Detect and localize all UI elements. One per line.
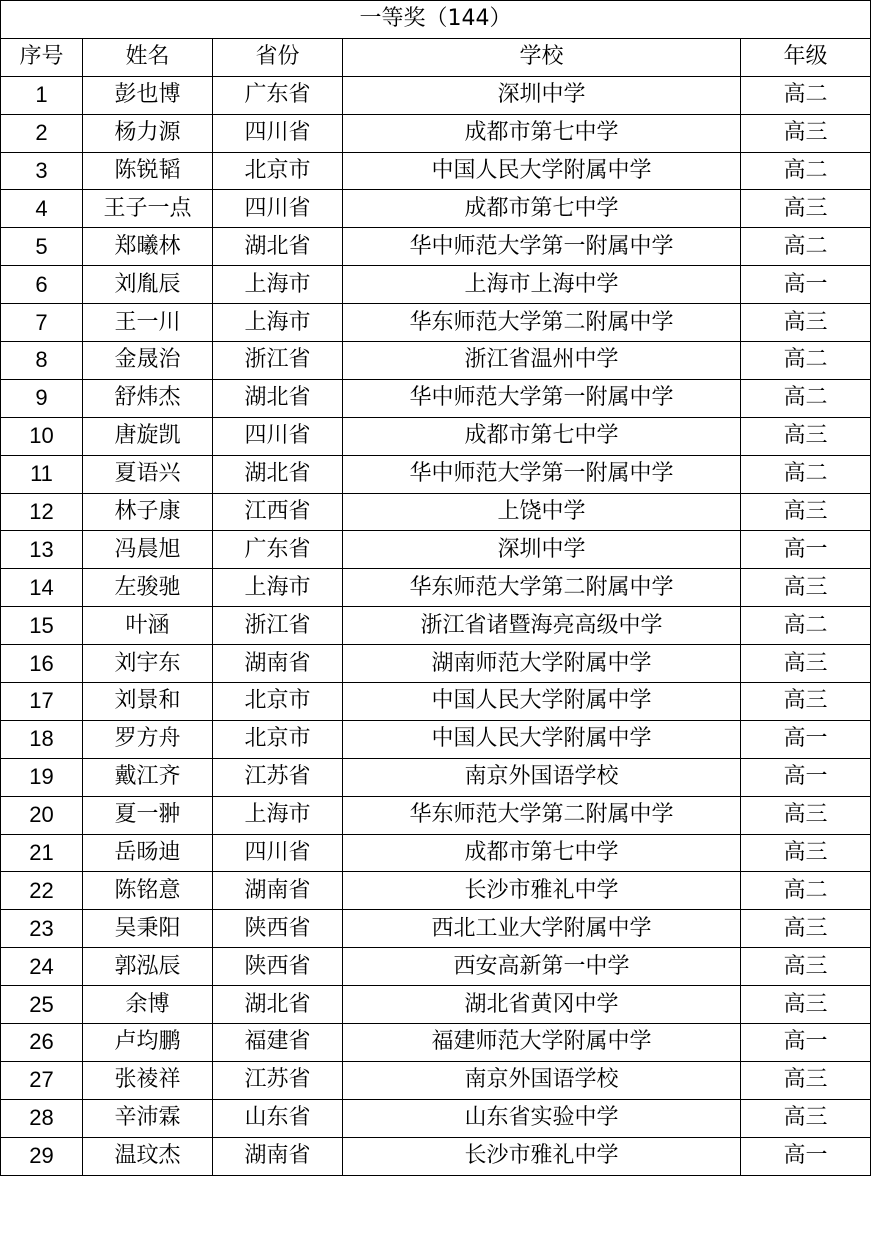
table-row <box>1 304 871 342</box>
cell-grade: 高三 <box>741 417 871 455</box>
table-row <box>1 342 871 380</box>
table-row <box>1 493 871 531</box>
cell-name: 张祾祥 <box>83 1061 213 1099</box>
cell-name: 辛沛霖 <box>83 1099 213 1137</box>
cell-school: 华中师范大学第一附属中学 <box>343 455 741 493</box>
table-row <box>1 531 871 569</box>
cell-province: 上海市 <box>213 304 343 342</box>
cell-province: 湖北省 <box>213 986 343 1024</box>
cell-index: 9 <box>1 379 83 417</box>
table-row <box>1 986 871 1024</box>
header-province: 省份 <box>213 38 343 76</box>
table-row <box>1 76 871 114</box>
cell-grade: 高二 <box>741 76 871 114</box>
cell-province: 福建省 <box>213 1024 343 1062</box>
cell-province: 浙江省 <box>213 342 343 380</box>
cell-grade: 高一 <box>741 1137 871 1175</box>
cell-province: 湖南省 <box>213 645 343 683</box>
cell-province: 陕西省 <box>213 910 343 948</box>
cell-school: 南京外国语学校 <box>343 758 741 796</box>
cell-index: 12 <box>1 493 83 531</box>
cell-index: 14 <box>1 569 83 607</box>
table-row <box>1 1024 871 1062</box>
cell-index: 25 <box>1 986 83 1024</box>
cell-school: 西安高新第一中学 <box>343 948 741 986</box>
cell-grade: 高三 <box>741 1099 871 1137</box>
table-row <box>1 417 871 455</box>
header-index: 序号 <box>1 38 83 76</box>
cell-name: 陈铭意 <box>83 872 213 910</box>
cell-grade: 高二 <box>741 872 871 910</box>
cell-name: 罗方舟 <box>83 720 213 758</box>
cell-name: 刘胤辰 <box>83 266 213 304</box>
table-row <box>1 720 871 758</box>
cell-name: 岳旸迪 <box>83 834 213 872</box>
table-body <box>1 76 871 1175</box>
cell-province: 湖北省 <box>213 228 343 266</box>
cell-school: 山东省实验中学 <box>343 1099 741 1137</box>
cell-name: 郭泓辰 <box>83 948 213 986</box>
table-row <box>1 152 871 190</box>
cell-index: 2 <box>1 114 83 152</box>
table-row <box>1 796 871 834</box>
cell-school: 成都市第七中学 <box>343 834 741 872</box>
cell-school: 中国人民大学附属中学 <box>343 152 741 190</box>
table-row <box>1 683 871 721</box>
cell-index: 16 <box>1 645 83 683</box>
cell-grade: 高三 <box>741 834 871 872</box>
cell-grade: 高三 <box>741 645 871 683</box>
cell-name: 夏语兴 <box>83 455 213 493</box>
table-row <box>1 190 871 228</box>
table-row <box>1 948 871 986</box>
cell-grade: 高三 <box>741 1061 871 1099</box>
cell-name: 戴江齐 <box>83 758 213 796</box>
cell-province: 上海市 <box>213 569 343 607</box>
cell-name: 王子一点 <box>83 190 213 228</box>
cell-name: 林子康 <box>83 493 213 531</box>
cell-school: 中国人民大学附属中学 <box>343 683 741 721</box>
cell-grade: 高三 <box>741 910 871 948</box>
cell-province: 北京市 <box>213 683 343 721</box>
cell-grade: 高三 <box>741 948 871 986</box>
cell-province: 四川省 <box>213 190 343 228</box>
cell-index: 26 <box>1 1024 83 1062</box>
header-school: 学校 <box>343 38 741 76</box>
cell-school: 长沙市雅礼中学 <box>343 872 741 910</box>
table-row <box>1 872 871 910</box>
cell-school: 成都市第七中学 <box>343 114 741 152</box>
table-row <box>1 834 871 872</box>
cell-province: 广东省 <box>213 76 343 114</box>
header-name: 姓名 <box>83 38 213 76</box>
cell-index: 10 <box>1 417 83 455</box>
cell-school: 浙江省诸暨海亮高级中学 <box>343 607 741 645</box>
cell-grade: 高三 <box>741 493 871 531</box>
cell-school: 华东师范大学第二附属中学 <box>343 796 741 834</box>
cell-index: 13 <box>1 531 83 569</box>
cell-grade: 高三 <box>741 569 871 607</box>
cell-index: 19 <box>1 758 83 796</box>
cell-school: 成都市第七中学 <box>343 190 741 228</box>
cell-name: 唐旋凯 <box>83 417 213 455</box>
cell-province: 湖南省 <box>213 1137 343 1175</box>
cell-index: 29 <box>1 1137 83 1175</box>
cell-school: 深圳中学 <box>343 76 741 114</box>
cell-index: 7 <box>1 304 83 342</box>
cell-index: 6 <box>1 266 83 304</box>
cell-province: 江西省 <box>213 493 343 531</box>
cell-index: 17 <box>1 683 83 721</box>
table-row <box>1 114 871 152</box>
cell-province: 四川省 <box>213 834 343 872</box>
cell-province: 湖北省 <box>213 379 343 417</box>
cell-school: 西北工业大学附属中学 <box>343 910 741 948</box>
cell-province: 江苏省 <box>213 1061 343 1099</box>
cell-name: 彭也博 <box>83 76 213 114</box>
cell-province: 山东省 <box>213 1099 343 1137</box>
cell-index: 5 <box>1 228 83 266</box>
cell-province: 湖北省 <box>213 455 343 493</box>
cell-index: 8 <box>1 342 83 380</box>
cell-index: 21 <box>1 834 83 872</box>
table-row <box>1 910 871 948</box>
cell-index: 15 <box>1 607 83 645</box>
table-row <box>1 379 871 417</box>
table-row <box>1 1137 871 1175</box>
cell-name: 左骏驰 <box>83 569 213 607</box>
cell-school: 华中师范大学第一附属中学 <box>343 379 741 417</box>
table-row <box>1 645 871 683</box>
cell-grade: 高三 <box>741 986 871 1024</box>
cell-name: 王一川 <box>83 304 213 342</box>
table-row <box>1 455 871 493</box>
cell-index: 28 <box>1 1099 83 1137</box>
cell-grade: 高二 <box>741 342 871 380</box>
cell-name: 卢均鹏 <box>83 1024 213 1062</box>
header-row <box>1 38 871 76</box>
cell-province: 北京市 <box>213 720 343 758</box>
cell-name: 金晟治 <box>83 342 213 380</box>
cell-grade: 高三 <box>741 796 871 834</box>
cell-school: 华东师范大学第二附属中学 <box>343 304 741 342</box>
cell-school: 浙江省温州中学 <box>343 342 741 380</box>
cell-name: 陈锐韬 <box>83 152 213 190</box>
cell-school: 湖北省黄冈中学 <box>343 986 741 1024</box>
cell-school: 南京外国语学校 <box>343 1061 741 1099</box>
cell-school: 湖南师范大学附属中学 <box>343 645 741 683</box>
cell-index: 27 <box>1 1061 83 1099</box>
cell-name: 余博 <box>83 986 213 1024</box>
cell-school: 福建师范大学附属中学 <box>343 1024 741 1062</box>
cell-province: 北京市 <box>213 152 343 190</box>
cell-grade: 高三 <box>741 190 871 228</box>
cell-name: 舒炜杰 <box>83 379 213 417</box>
cell-school: 成都市第七中学 <box>343 417 741 455</box>
cell-grade: 高一 <box>741 531 871 569</box>
cell-index: 11 <box>1 455 83 493</box>
cell-school: 中国人民大学附属中学 <box>343 720 741 758</box>
cell-school: 华东师范大学第二附属中学 <box>343 569 741 607</box>
cell-school: 上饶中学 <box>343 493 741 531</box>
cell-province: 陕西省 <box>213 948 343 986</box>
cell-name: 叶涵 <box>83 607 213 645</box>
table-row <box>1 607 871 645</box>
cell-name: 郑曦林 <box>83 228 213 266</box>
cell-grade: 高三 <box>741 114 871 152</box>
title-row <box>1 1 871 39</box>
cell-index: 1 <box>1 76 83 114</box>
table-row <box>1 569 871 607</box>
cell-school: 长沙市雅礼中学 <box>343 1137 741 1175</box>
table-row <box>1 1061 871 1099</box>
cell-grade: 高二 <box>741 607 871 645</box>
cell-grade: 高一 <box>741 758 871 796</box>
header-grade: 年级 <box>741 38 871 76</box>
cell-name: 刘景和 <box>83 683 213 721</box>
cell-index: 22 <box>1 872 83 910</box>
cell-grade: 高三 <box>741 304 871 342</box>
cell-index: 18 <box>1 720 83 758</box>
cell-province: 浙江省 <box>213 607 343 645</box>
cell-province: 广东省 <box>213 531 343 569</box>
cell-name: 温玟杰 <box>83 1137 213 1175</box>
cell-grade: 高二 <box>741 379 871 417</box>
cell-name: 夏一翀 <box>83 796 213 834</box>
cell-index: 3 <box>1 152 83 190</box>
table-row <box>1 266 871 304</box>
table-row <box>1 758 871 796</box>
cell-index: 23 <box>1 910 83 948</box>
cell-school: 上海市上海中学 <box>343 266 741 304</box>
cell-province: 湖南省 <box>213 872 343 910</box>
cell-index: 24 <box>1 948 83 986</box>
cell-index: 20 <box>1 796 83 834</box>
cell-school: 华中师范大学第一附属中学 <box>343 228 741 266</box>
cell-grade: 高三 <box>741 683 871 721</box>
table-row <box>1 1099 871 1137</box>
cell-grade: 高一 <box>741 266 871 304</box>
table-title: 一等奖（144） <box>1 1 871 39</box>
cell-name: 刘宇东 <box>83 645 213 683</box>
cell-province: 上海市 <box>213 266 343 304</box>
table-row <box>1 228 871 266</box>
cell-index: 4 <box>1 190 83 228</box>
cell-name: 杨力源 <box>83 114 213 152</box>
cell-school: 深圳中学 <box>343 531 741 569</box>
cell-grade: 高二 <box>741 228 871 266</box>
cell-province: 上海市 <box>213 796 343 834</box>
cell-grade: 高一 <box>741 1024 871 1062</box>
cell-grade: 高一 <box>741 720 871 758</box>
cell-grade: 高二 <box>741 152 871 190</box>
cell-name: 冯晨旭 <box>83 531 213 569</box>
cell-grade: 高二 <box>741 455 871 493</box>
cell-province: 四川省 <box>213 417 343 455</box>
cell-name: 吴秉阳 <box>83 910 213 948</box>
cell-province: 四川省 <box>213 114 343 152</box>
cell-province: 江苏省 <box>213 758 343 796</box>
